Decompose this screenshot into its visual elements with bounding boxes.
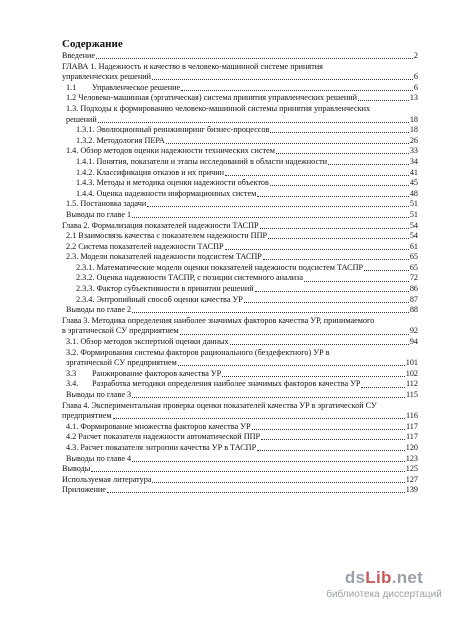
toc-entry-label	[76, 189, 256, 200]
toc-page-number: 54	[409, 231, 418, 241]
toc-entry-label	[66, 242, 224, 253]
toc-entry	[62, 284, 418, 295]
toc-entry-label	[76, 136, 165, 147]
toc-entry-label	[62, 401, 377, 412]
toc-dot-leader	[166, 143, 409, 144]
toc-entry-text: 1.3.1. Эволюционный реинжиниринг бизнес-процессов	[76, 125, 270, 135]
toc-entry-text: Глава 4. Экспериментальная проверка оценки показателей качества УР в эргатической СУ	[62, 400, 377, 410]
toc-page-number: 102	[405, 368, 418, 378]
toc-dot-leader	[178, 365, 405, 366]
toc-dot-leader	[255, 291, 409, 292]
toc-entry-label	[76, 273, 303, 284]
toc-dot-leader	[244, 302, 409, 303]
toc-entry-text: 2.1 Взаимосвязь качества с показателем надежности ППР	[66, 231, 268, 241]
toc-entry-text: Приложение	[62, 485, 106, 495]
toc-dot-leader	[260, 228, 409, 229]
toc-title: Содержание	[62, 38, 123, 50]
toc-dot-leader	[96, 58, 413, 59]
toc-entry-text: 4.1. Формирование множества факторов качества УР	[66, 421, 251, 431]
toc-entry-label	[66, 432, 260, 443]
toc-entry-text: Выводы	[62, 464, 91, 474]
toc-dot-leader	[152, 482, 404, 483]
toc-dot-leader	[263, 259, 409, 260]
toc-page-number: 26	[409, 135, 418, 145]
toc-dot-leader	[132, 217, 409, 218]
toc-entry-label	[76, 178, 269, 189]
toc-page-number: 139	[405, 485, 418, 495]
toc-page-number: 65	[409, 262, 418, 272]
toc-page-number: 45	[409, 178, 418, 188]
toc-entry	[62, 379, 418, 390]
toc-entry-text: 1.4. Обзор методов оценки надежности технических систем	[66, 146, 275, 156]
toc-entry-number: 1.1	[66, 82, 77, 92]
toc-dot-leader	[364, 270, 409, 271]
toc-entry-label	[66, 104, 370, 115]
toc-dot-leader	[147, 206, 409, 207]
toc-page-number: 86	[409, 284, 418, 294]
toc-entry	[62, 369, 418, 380]
dslib-logo: dsLib.net	[344, 568, 424, 587]
toc-entry-text: предприятием	[62, 411, 112, 421]
toc-entry-label	[66, 93, 357, 104]
toc-page-number: 34	[409, 156, 418, 166]
toc-dot-leader	[181, 90, 413, 91]
toc-page-number: 92	[409, 326, 418, 336]
toc-page-number: 61	[409, 241, 418, 251]
toc-entry-text: 1.4.4. Оценка надежности информационных систем	[76, 188, 257, 198]
toc-entry-text: 1.3.2. Методология ПЕРА	[76, 135, 165, 145]
toc-dot-leader	[132, 397, 405, 398]
toc-entry-text: 2.2 Система показателей надежности ТАСПР	[66, 241, 224, 251]
toc-entry	[62, 83, 418, 94]
toc-dot-leader	[91, 471, 404, 472]
toc-entry-label	[66, 358, 177, 369]
toc-entry-label	[76, 168, 224, 179]
toc-dot-leader	[276, 153, 409, 154]
toc-page-number: 72	[409, 273, 418, 283]
toc-entry	[62, 432, 418, 443]
toc-entry	[62, 242, 418, 253]
toc-entry-label	[66, 379, 360, 390]
toc-page-number: 18	[409, 114, 418, 124]
toc-entry	[62, 51, 418, 62]
toc-page-number: 123	[405, 453, 418, 463]
toc-entry	[62, 263, 418, 274]
toc-entry-text: 1.4.3. Методы и методика оценки надежности объектов	[76, 178, 269, 188]
toc-dot-leader	[180, 334, 409, 335]
toc-entry-text: Выводы по главе 2	[66, 305, 132, 315]
toc-page-number: 65	[409, 252, 418, 262]
toc-entry-label	[66, 390, 131, 401]
toc-dot-leader	[225, 175, 409, 176]
toc-entry-text: 2.3.3. Фактор субъективности в принятии решений	[76, 284, 254, 294]
toc-entry	[62, 93, 418, 104]
toc-entry-label	[66, 146, 275, 157]
toc-page-number: 51	[409, 199, 418, 209]
toc-entry-label	[66, 199, 146, 210]
toc-entry-text: Выводы по главе 4	[66, 453, 132, 463]
toc-entry	[62, 411, 418, 422]
toc-entry-text: эргатической СУ предприятием	[66, 358, 177, 368]
toc-entry	[62, 125, 418, 136]
toc-entry	[62, 115, 418, 126]
toc-entry	[62, 390, 418, 401]
toc-page-number: 6	[413, 72, 418, 82]
toc-entry-text: Глава 3. Методика определения наиболее значимых факторов качества УР, принимаемого	[62, 315, 375, 325]
toc-entry	[62, 348, 418, 359]
toc-entry-text: 1.3. Подходы к формированию человеко-машинной системы принятия управленческих	[66, 103, 371, 113]
toc-page-number: 120	[405, 442, 418, 452]
toc-dot-leader	[132, 461, 405, 462]
toc-entry-text: Выводы по главе 1	[66, 209, 132, 219]
toc-page-number: 117	[406, 432, 418, 442]
toc-entry-label	[62, 326, 179, 337]
toc-entry-text: Выводы по главе 3	[66, 390, 132, 399]
toc-dot-leader	[270, 132, 408, 133]
dslib-watermark	[324, 568, 444, 600]
toc-entry-label	[66, 337, 229, 348]
toc-entry-text: 2.3.2. Оценка надежности ТАСПР, с позиции системного анализа	[76, 273, 304, 283]
toc-entry	[62, 210, 418, 221]
toc-entry-label	[66, 210, 131, 221]
toc-entry	[62, 189, 418, 200]
toc-page-number: 2	[413, 51, 418, 60]
toc-entry-label	[62, 316, 374, 327]
toc-entry-text: в эргатической СУ предприятием	[62, 326, 179, 336]
toc-entry-label	[62, 485, 106, 496]
toc-entry-text: 4.2 Расчет показателя надежности автоматической ППР	[66, 432, 261, 442]
toc-page-number: 33	[409, 146, 418, 156]
toc-dot-leader	[261, 439, 405, 440]
toc-dot-leader	[361, 387, 405, 388]
toc-entry	[62, 464, 418, 475]
toc-entry-text: 3.1. Обзор методов экспертной оценки данных	[66, 337, 229, 347]
toc-entry-label	[76, 295, 243, 306]
toc-dot-leader	[268, 238, 409, 239]
toc-entry	[62, 295, 418, 306]
toc-page-number: 18	[409, 125, 418, 135]
toc-entry	[62, 221, 418, 232]
toc-entry	[62, 273, 418, 284]
toc-entry-text: Глава 2. Формализация показателей надежности ТАСПР	[62, 220, 259, 230]
toc-entry	[62, 136, 418, 147]
toc-entry	[62, 199, 418, 210]
toc-entry	[62, 401, 418, 412]
toc-entry-text: ГЛАВА 1. Надежность и качество в человеко-машинной системе принятия	[62, 61, 323, 71]
toc-entry-label	[62, 221, 259, 232]
toc-dot-leader	[358, 100, 409, 101]
toc-entry	[62, 178, 418, 189]
toc-entry-label	[62, 411, 112, 422]
toc-page-number: 87	[409, 294, 418, 304]
dslib-subtitle: библиотека диссертаций	[326, 589, 442, 600]
toc-entry-text: 1.2 Человеко-машинная (эргатическая) система принятия управленческих решений	[66, 93, 358, 103]
toc-entry-text: Управленческое решение	[92, 82, 181, 92]
toc-dot-leader	[257, 196, 409, 197]
toc-dot-leader	[270, 185, 409, 186]
toc-dot-leader	[132, 312, 409, 313]
toc-entry-label	[66, 454, 131, 465]
toc-page-number: 54	[409, 220, 418, 230]
toc-dot-leader	[328, 164, 409, 165]
table-of-contents	[62, 51, 418, 496]
toc-entry	[62, 358, 418, 369]
toc-entry-label	[62, 51, 95, 62]
toc-dot-leader	[230, 344, 409, 345]
toc-entry-label	[66, 369, 221, 380]
toc-entry-text: 4.3. Расчет показателя энтропии качества УР в ТАСПР	[66, 442, 257, 452]
toc-entry-label	[62, 62, 323, 73]
toc-dot-leader	[252, 429, 405, 430]
toc-page-number: 116	[406, 411, 418, 421]
toc-entry-label	[66, 348, 330, 359]
toc-entry-label	[66, 252, 262, 263]
toc-entry-label	[76, 263, 363, 274]
toc-entry-label	[66, 305, 131, 316]
toc-entry-label	[76, 157, 327, 168]
toc-entry-number: 3.3	[66, 368, 77, 378]
toc-entry-label	[62, 464, 90, 475]
toc-entry-text: 3.2. Формирования системы факторов рационального (бездефектного) УР в	[66, 347, 330, 357]
toc-entry-text: 1.5. Постановка задачи	[66, 199, 147, 209]
toc-entry-text: 1.4.2. Классификация отказов и их причин	[76, 167, 224, 177]
toc-dot-leader	[257, 450, 405, 451]
toc-entry-label	[66, 83, 180, 94]
toc-page-number: 13	[409, 93, 418, 103]
toc-entry	[62, 252, 418, 263]
toc-entry-text: Введение	[62, 51, 96, 60]
toc-entry-label	[76, 125, 269, 136]
toc-entry-label	[66, 115, 97, 126]
toc-entry-text: Ранжирование факторов качества УР	[92, 368, 222, 378]
toc-dot-leader	[222, 376, 404, 377]
toc-entry	[62, 475, 418, 486]
toc-dot-leader	[98, 122, 409, 123]
toc-entry	[62, 104, 418, 115]
toc-page-number: 112	[406, 379, 418, 389]
toc-page-number: 41	[409, 167, 418, 177]
toc-entry	[62, 454, 418, 465]
toc-entry-label	[66, 231, 267, 242]
toc-entry	[62, 326, 418, 337]
toc-entry-label	[62, 475, 151, 486]
toc-entry	[62, 146, 418, 157]
toc-entry	[62, 337, 418, 348]
toc-entry-text: управленческих решений	[62, 72, 151, 82]
toc-entry-label	[66, 422, 251, 433]
toc-entry	[62, 443, 418, 454]
toc-page-number: 115	[406, 390, 418, 399]
toc-dot-leader	[107, 492, 405, 493]
toc-entry-text: 2.3.1. Математические модели оценки показателей надежности подсистем ТАСПР	[76, 262, 364, 272]
toc-entry	[62, 422, 418, 433]
toc-entry-text: 1.4.1. Понятия, показатели и этапы исследований в области надежности	[76, 156, 328, 166]
toc-dot-leader	[304, 281, 409, 282]
toc-entry-text: 2.3.4. Энтропийный способ оценки качества УР	[76, 294, 243, 304]
toc-entry-label	[66, 443, 256, 454]
toc-page-number: 101	[405, 358, 418, 368]
toc-entry	[62, 231, 418, 242]
toc-entry	[62, 485, 418, 496]
toc-entry	[62, 157, 418, 168]
toc-entry-text: решений	[66, 114, 97, 124]
toc-entry-text: Разработка методики определения наиболее значимых факторов качества УР	[92, 379, 361, 389]
toc-page-number: 88	[409, 305, 418, 315]
toc-entry	[62, 316, 418, 327]
toc-page-number: 48	[409, 188, 418, 198]
toc-page-number: 94	[409, 337, 418, 347]
toc-entry-number: 3.4.	[66, 379, 79, 389]
toc-entry-text: Используемая литература	[62, 474, 152, 484]
toc-page-number: 125	[405, 464, 418, 474]
toc-page-number: 51	[409, 209, 418, 219]
toc-entry-label	[62, 72, 151, 83]
toc-dot-leader	[113, 418, 405, 419]
toc-entry	[62, 305, 418, 316]
toc-entry-text: 2.3. Модели показателей надежности подсистем ТАСПР	[66, 252, 262, 262]
toc-dot-leader	[152, 79, 413, 80]
toc-entry-label	[76, 284, 254, 295]
toc-entry	[62, 72, 418, 83]
toc-dot-leader	[225, 249, 409, 250]
toc-entry	[62, 62, 418, 73]
toc-entry	[62, 168, 418, 179]
toc-page-number: 6	[413, 82, 418, 92]
toc-page-number: 127	[405, 474, 418, 484]
toc-page-number: 117	[406, 421, 418, 431]
